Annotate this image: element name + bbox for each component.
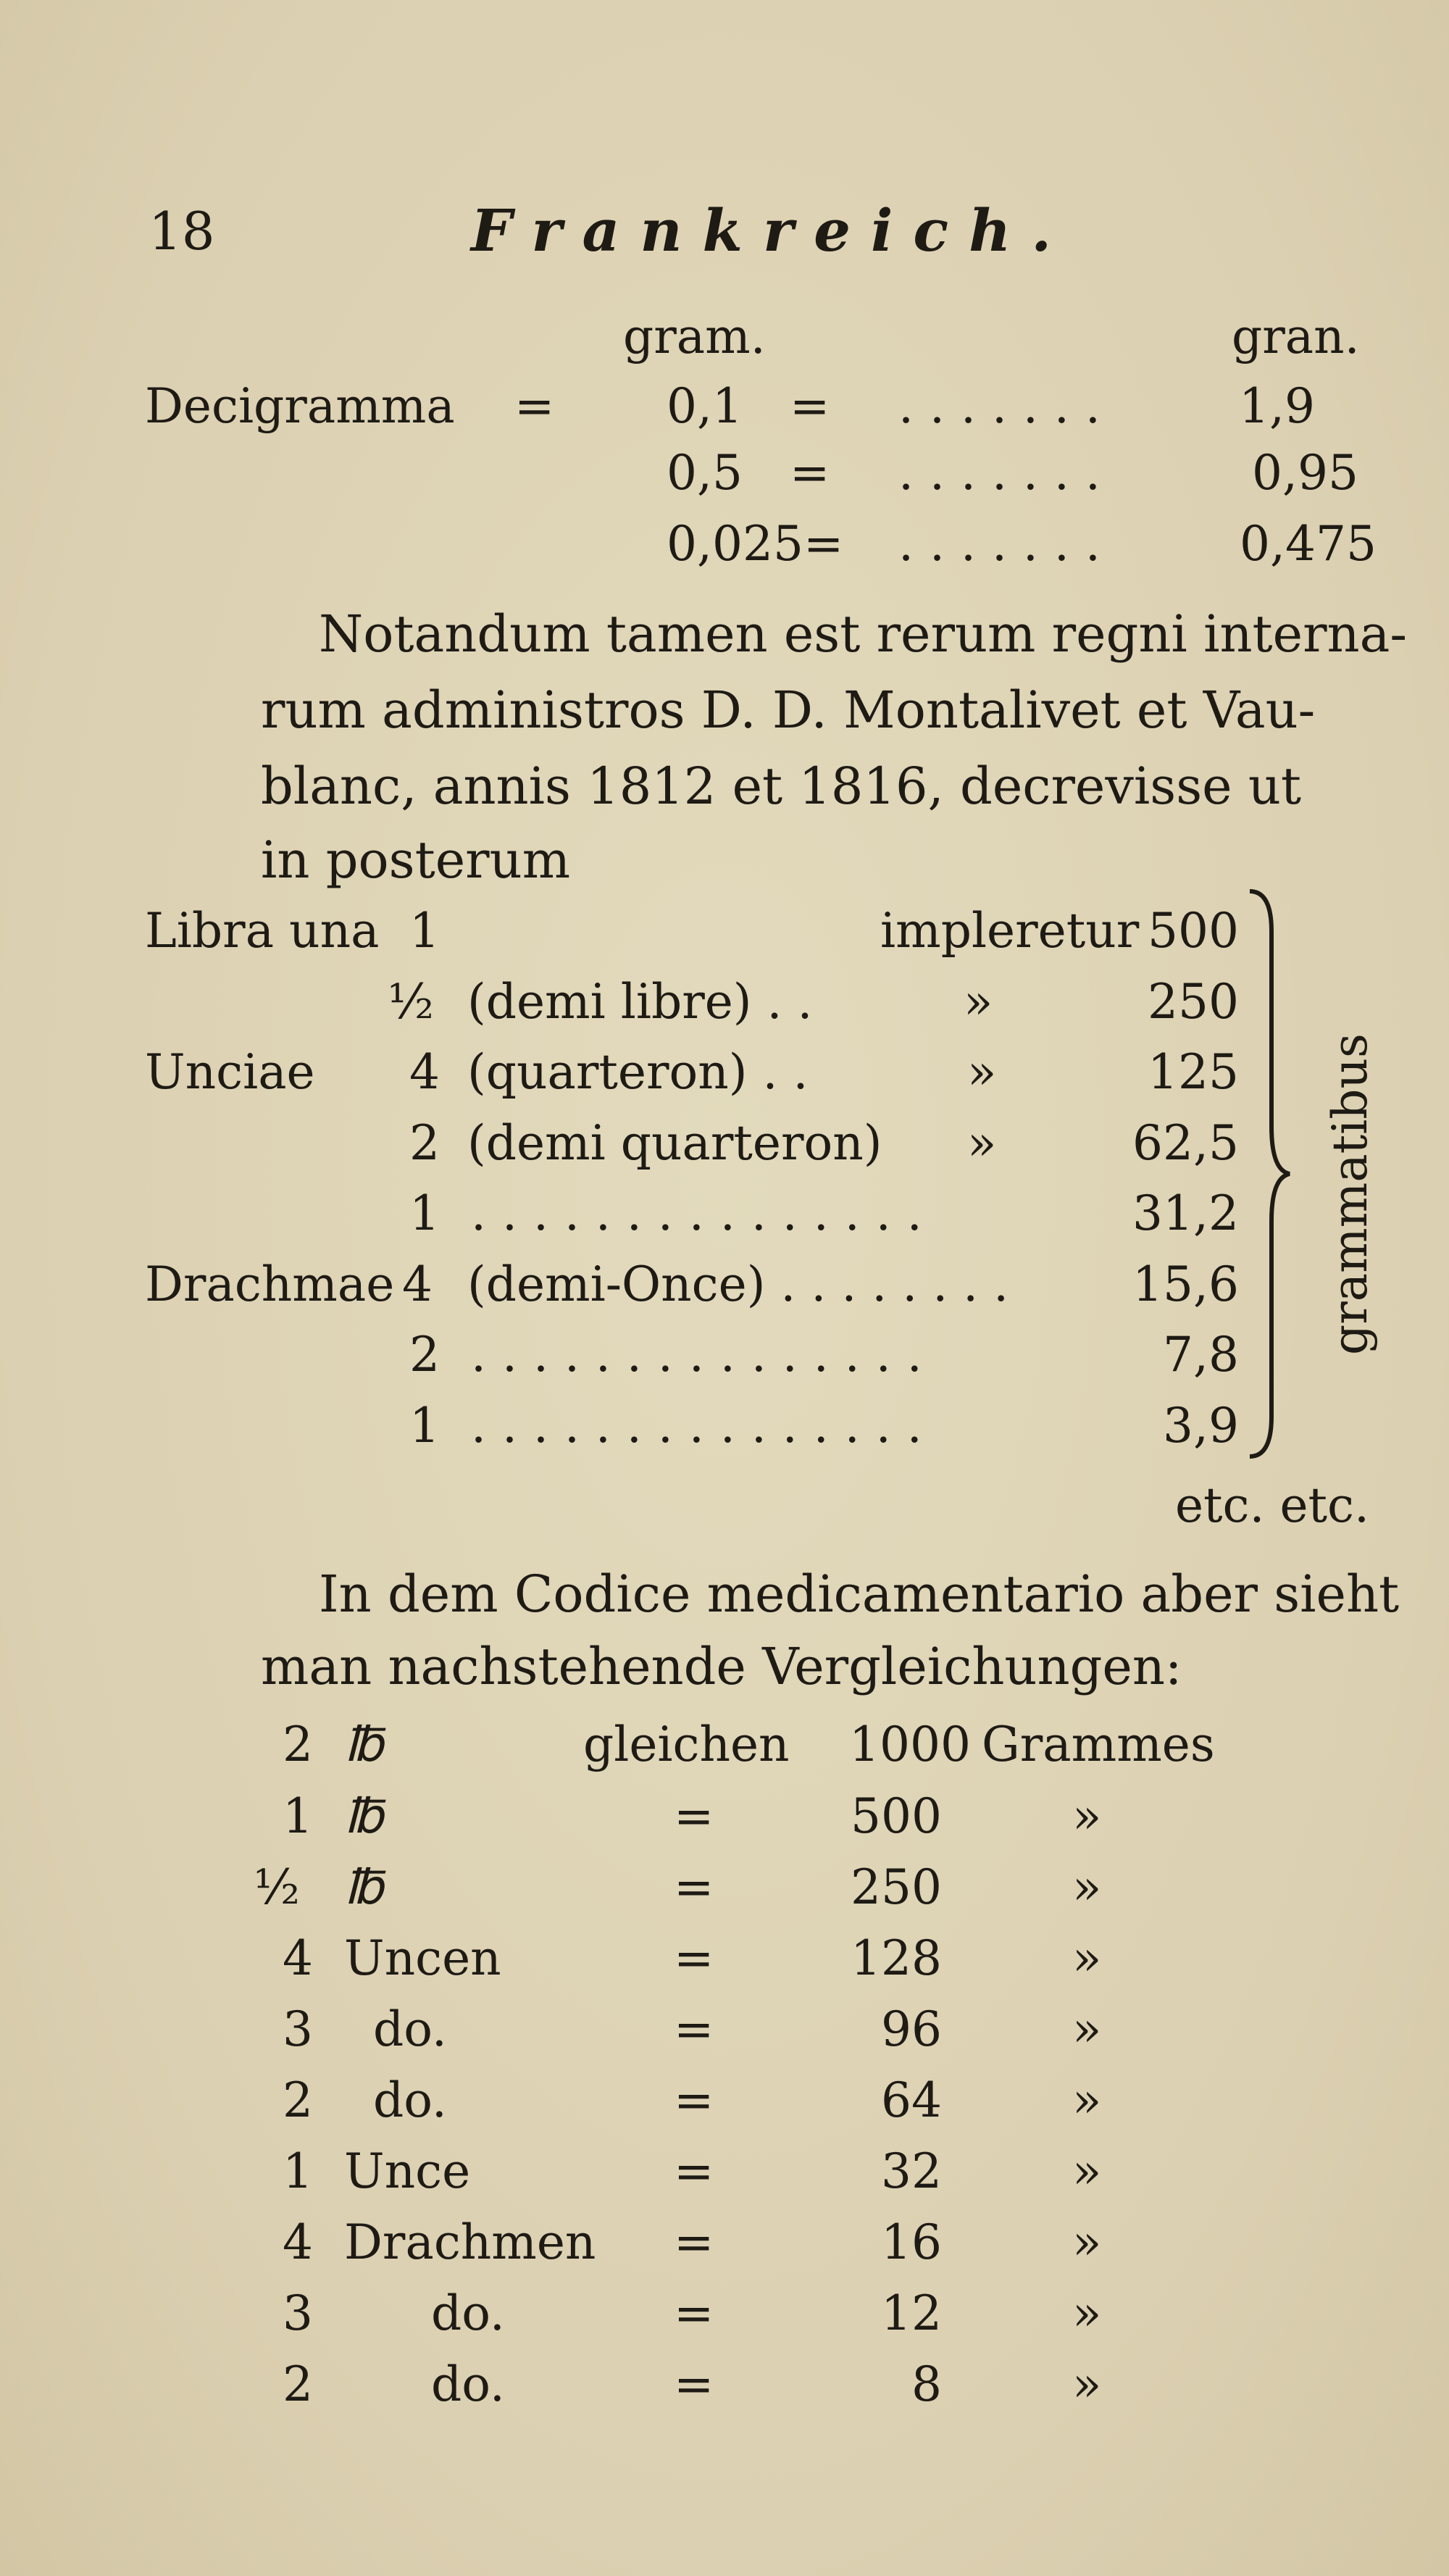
gram-value: 250 (1148, 974, 1239, 1030)
unit-label: Unciae (145, 1044, 315, 1100)
gram-value: 16 (881, 2214, 942, 2270)
unit: Unce (344, 2143, 471, 2199)
ditto-mark: » (1072, 2143, 1102, 2199)
mark: impleretur (880, 903, 1140, 959)
equals-sign: = (674, 2072, 714, 2128)
unit: ℔ (344, 1788, 383, 1844)
unit: ℔ (344, 1717, 383, 1772)
equals-sign: = (674, 2001, 714, 2057)
ditto-mark: » (1072, 2072, 1102, 2128)
mark: » (964, 974, 993, 1030)
gram-value: 500 (1148, 903, 1239, 959)
quantity: 1 (409, 903, 440, 959)
gram-value: 8 (911, 2356, 942, 2412)
equals-text: gleichen (583, 1717, 790, 1772)
ditto-mark: » (1072, 2356, 1102, 2412)
gram-value: 96 (881, 2001, 942, 2057)
gram-value: 0,1 (667, 378, 743, 434)
gram-value: 500 (851, 1788, 942, 1844)
running-title: Frankreich. (471, 196, 1072, 264)
description: (quarteron) . . (467, 1044, 809, 1100)
equals-sign: = (674, 2356, 714, 2412)
mark: » (967, 1115, 997, 1171)
unit: do. (373, 2001, 447, 2057)
quantity: 3 (283, 2001, 313, 2057)
description: (demi libre) . . (467, 974, 813, 1030)
description: (demi-Once) . . . . . . . . (467, 1256, 1009, 1312)
quantity: 2 (283, 1717, 313, 1772)
quantity: 4 (402, 1256, 433, 1312)
quantity: 4 (283, 1930, 313, 1986)
gram-value: 1000 (849, 1717, 971, 1772)
gram-value: 32 (881, 2143, 942, 2199)
text-line: Notandum tamen est rerum regni interna- (319, 604, 1408, 664)
gram-value: 3,9 (1163, 1398, 1239, 1454)
ditto-mark: » (1072, 2214, 1102, 2270)
equals-sign: = (674, 2285, 714, 2341)
quantity: 4 (283, 2214, 313, 2270)
equals-sign: = (674, 1788, 714, 1844)
brace-label: grammatibus (1322, 1033, 1378, 1355)
unit-label: Drachmae (145, 1256, 395, 1312)
gram-value: 62,5 (1132, 1115, 1239, 1171)
equals-sign: = (790, 445, 830, 501)
quantity: ½ (388, 974, 434, 1030)
equals-sign: = (674, 2143, 714, 2199)
leader-dots: ............... (471, 1398, 938, 1454)
ditto-mark: » (1072, 1859, 1102, 1915)
gram-value: 125 (1148, 1044, 1239, 1100)
unit: do. (373, 2072, 447, 2128)
unit: ℔ (344, 1859, 383, 1915)
mark: » (967, 1044, 997, 1100)
ditto-mark: » (1072, 1930, 1102, 1986)
leader-dots: ....... (898, 516, 1116, 572)
row-label-decigramma: Decigramma (145, 378, 455, 434)
unit: Uncen (344, 1930, 501, 1986)
text-line: man nachstehende Vergleichungen: (261, 1637, 1182, 1696)
gram-value: 0,025= (667, 516, 844, 572)
ditto-mark: » (1072, 2285, 1102, 2341)
quantity: 1 (409, 1398, 440, 1454)
curly-brace-icon (1243, 888, 1293, 1460)
text-line: rum administros D. D. Montalivet et Vau- (261, 680, 1316, 740)
quantity: 1 (283, 1788, 313, 1844)
equals-sign: = (674, 2214, 714, 2270)
gram-value: 128 (851, 1930, 942, 1986)
gran-value: 0,95 (1252, 445, 1358, 501)
etc-text: etc. etc. (1174, 1477, 1369, 1533)
gram-value: 64 (881, 2072, 942, 2128)
leader-dots: ....... (898, 445, 1116, 501)
unit-label: Libra una (145, 903, 380, 959)
quantity: 4 (409, 1044, 440, 1100)
gran-value: 0,475 (1240, 516, 1377, 572)
ditto-mark: » (1072, 2001, 1102, 2057)
column-header-gram: gram. (623, 309, 766, 364)
gram-value: 250 (851, 1859, 942, 1915)
column-header-gran: gran. (1232, 309, 1360, 364)
leader-dots: ............... (471, 1185, 938, 1241)
equals-sign: = (790, 378, 830, 434)
unit: do. (431, 2285, 505, 2341)
leader-dots: ....... (898, 378, 1116, 434)
equals-sign: = (514, 378, 555, 434)
gram-value: 7,8 (1163, 1327, 1239, 1383)
gram-value: 31,2 (1132, 1185, 1239, 1241)
page-number: 18 (149, 201, 215, 262)
quantity: 2 (283, 2072, 313, 2128)
quantity: 2 (283, 2356, 313, 2412)
equals-sign: = (674, 1859, 714, 1915)
ditto-mark: » (1072, 1788, 1102, 1844)
text-line: in posterum (261, 830, 571, 890)
quantity: ½ (254, 1859, 300, 1915)
gran-value: 1,9 (1239, 378, 1315, 434)
equals-sign: = (674, 1930, 714, 1986)
gram-value: 15,6 (1132, 1256, 1239, 1312)
quantity: 2 (409, 1327, 440, 1383)
description: (demi quarteron) (467, 1115, 882, 1171)
gram-value: 0,5 (667, 445, 743, 501)
quantity: 3 (283, 2285, 313, 2341)
text-line: blanc, annis 1812 et 1816, decrevisse ut (261, 756, 1302, 816)
unit: Drachmen (344, 2214, 596, 2270)
quantity: 1 (409, 1185, 440, 1241)
unit-grammes: Grammes (982, 1717, 1215, 1772)
gram-value: 12 (881, 2285, 942, 2341)
quantity: 1 (283, 2143, 313, 2199)
leader-dots: ............... (471, 1327, 938, 1383)
text-line: In dem Codice medicamentario aber sieht (319, 1564, 1400, 1624)
unit: do. (431, 2356, 505, 2412)
quantity: 2 (409, 1115, 440, 1171)
